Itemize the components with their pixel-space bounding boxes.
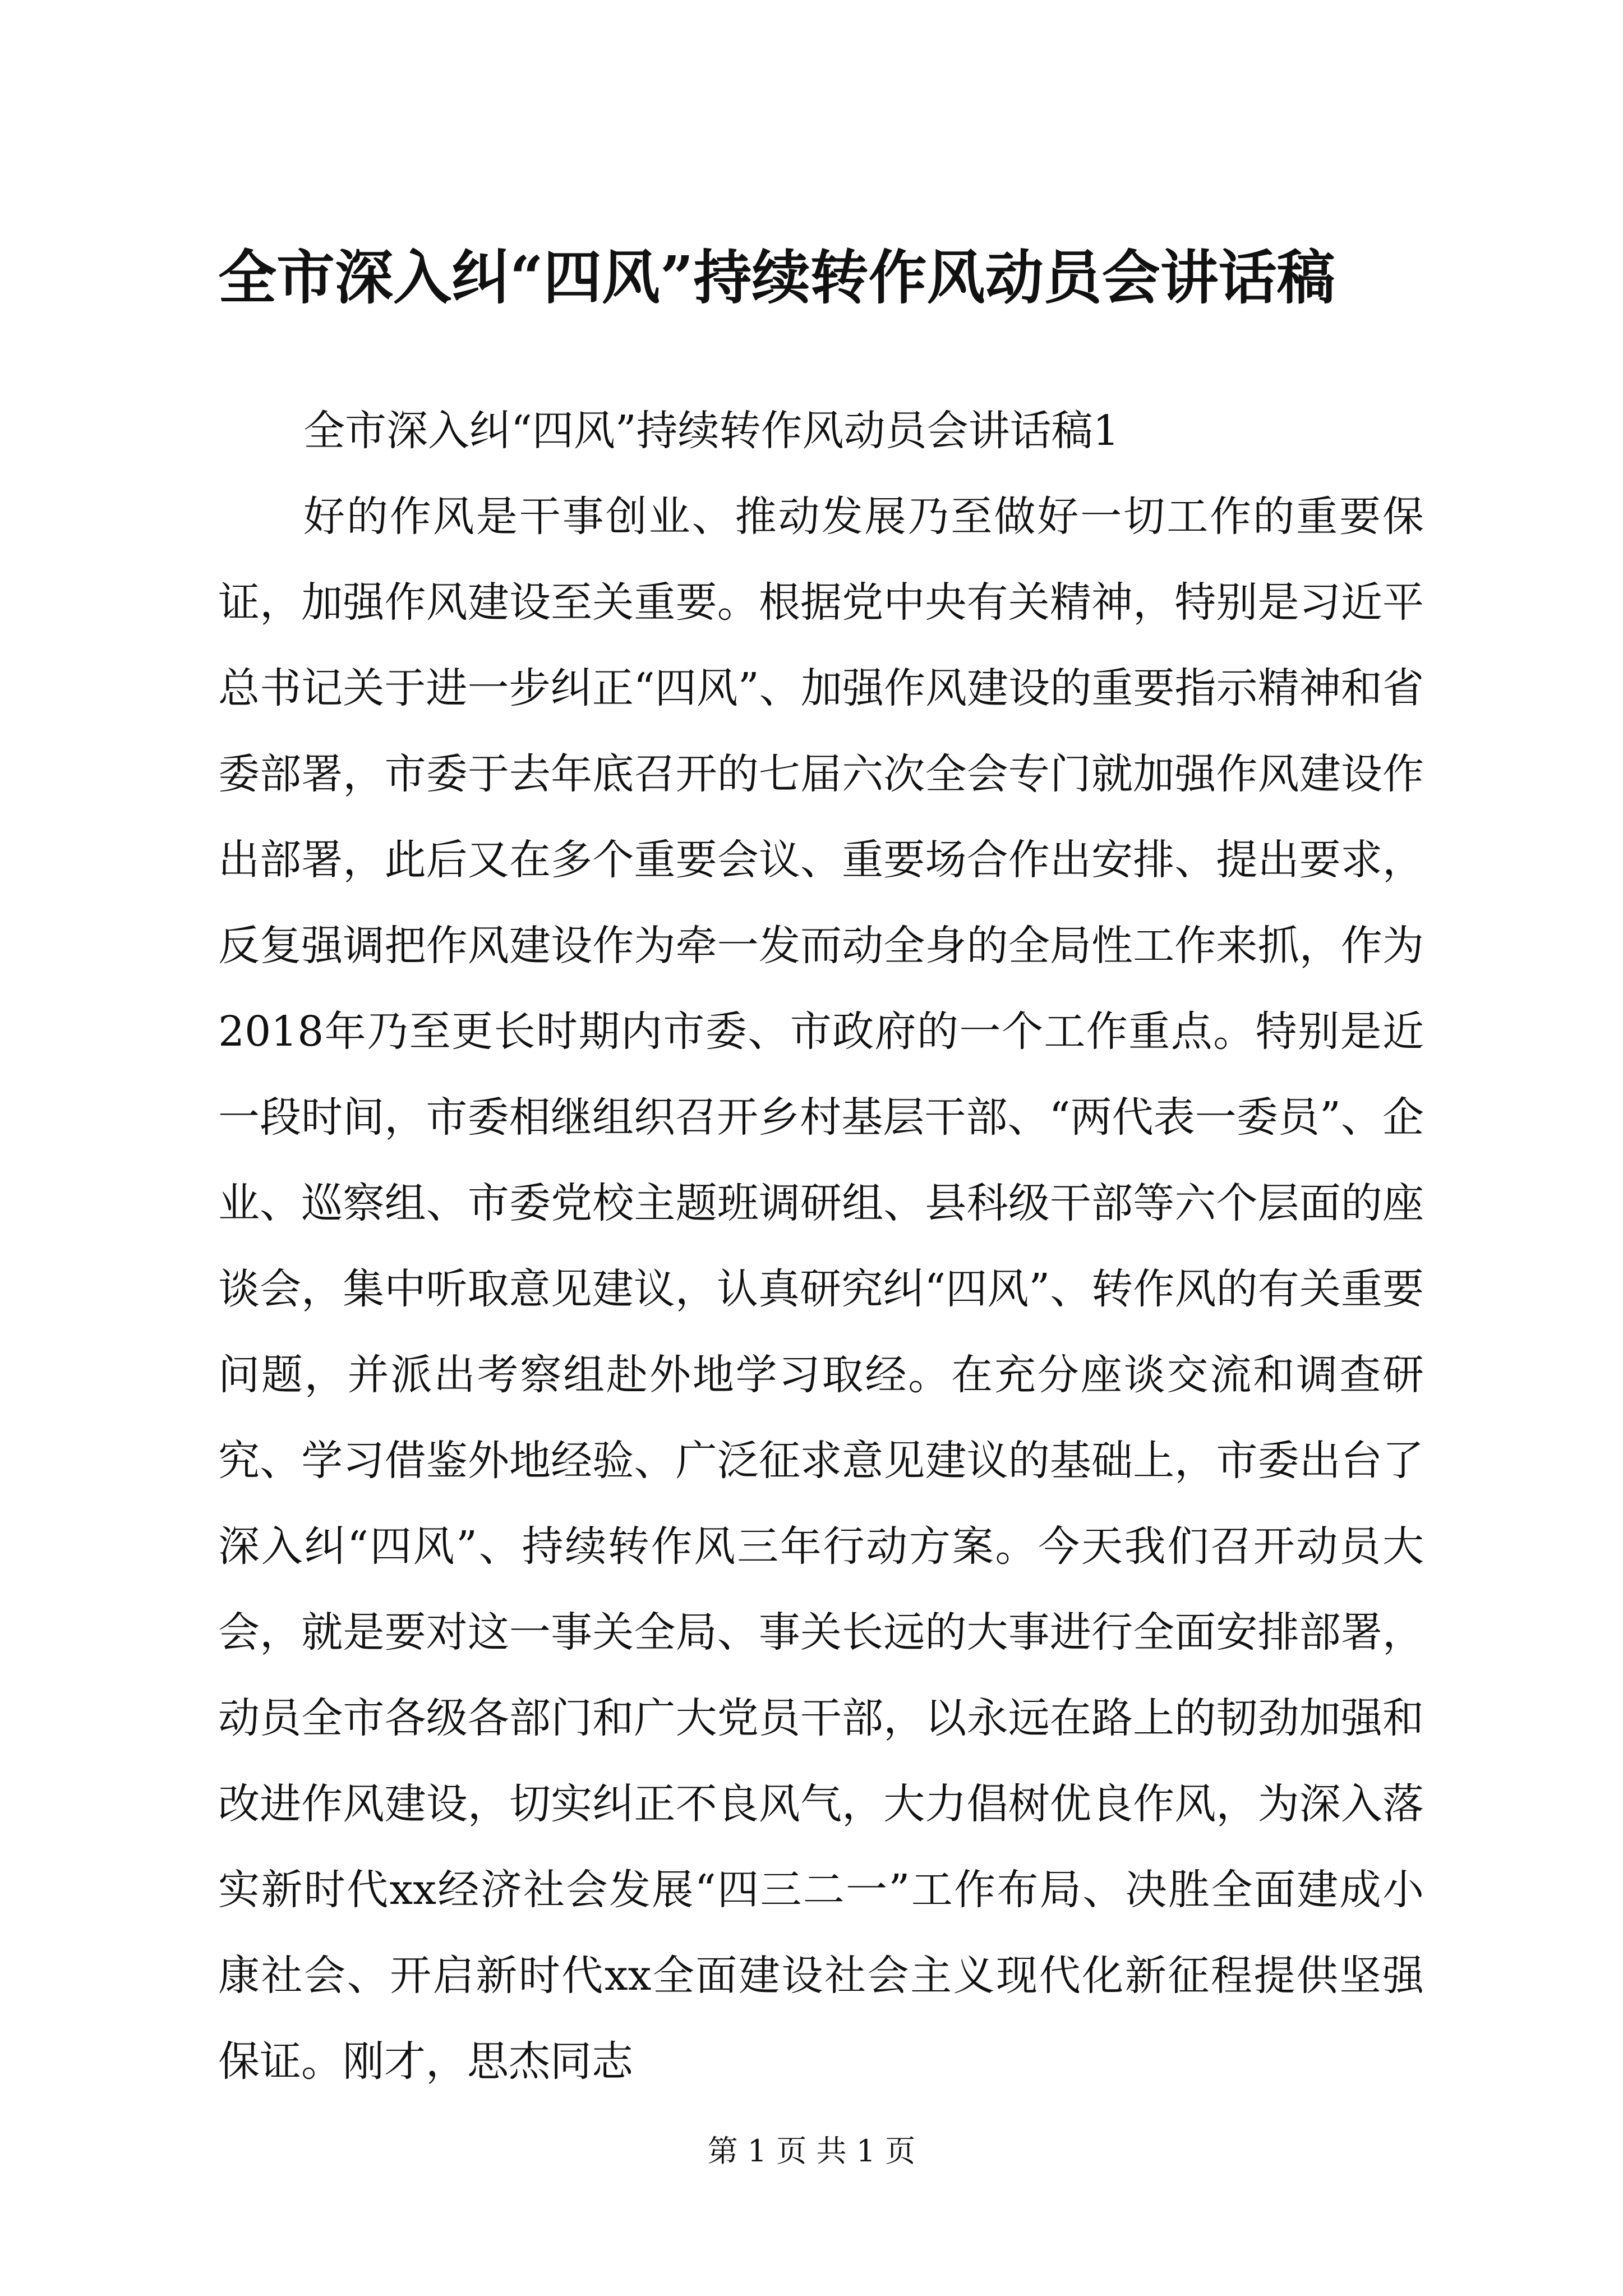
document-subtitle: 全市深入纠“四风”持续转作风动员会讲话稿1 <box>303 407 1119 455</box>
page-number-footer: 第 1 页 共 1 页 <box>707 2133 916 2169</box>
body-paragraph: 好的作风是干事创业、推动发展乃至做好一切工作的重要保证，加强作风建设至关重要。根据党中央有关精神，特别是习近平总书记关于进一步纠正“四风”、加强作风建设的重要指示精神和省委部署，市委于去年底召开的七届六次全会专门就加强作风建设作出部署，此后又在多个重要会议、重要场合作出安排、提出要求，反复强调把作风建设作为牵一发而动全身的全局性工作来抓，作为2018年乃至更长时期内市委、市政府的一个工作重点。特别是近一段时间，市委相继组织召开乡村基层干部、“两代表一委员”、企业、巡察组、市委党校主题班调研组、县科级干部等六个层面的座谈会，集中听取意见建议，认真研究纠“四风”、转作风的有关重要问题，并派出考察组赴外地学习取经。在充分座谈交流和调查研究、学习借鉴外地经验、广泛征求意见建议的基础上，市委出台了深入纠“四风”、持续转作风三年行动方案。今天我们召开动员大会，就是要对这一事关全局、事关长远的大事进行全面安排部署，动员全市各级各部门和广大党员干部，以永远在路上的韧劲加强和改进作风建设，切实纠正不良风气，大力倡树优良作风，为深入落实新时代xx经济社会发展“四三二一”工作布局、决胜全面建成小康社会、开启新时代xx全面建设社会主义现代化新征程提供坚强保证。刚才，思杰同志 <box>218 493 1424 2086</box>
document-body <box>218 388 1424 2105</box>
document-title: 全市深入纠“四风”持续转作风动员会讲话稿 <box>218 243 1335 312</box>
